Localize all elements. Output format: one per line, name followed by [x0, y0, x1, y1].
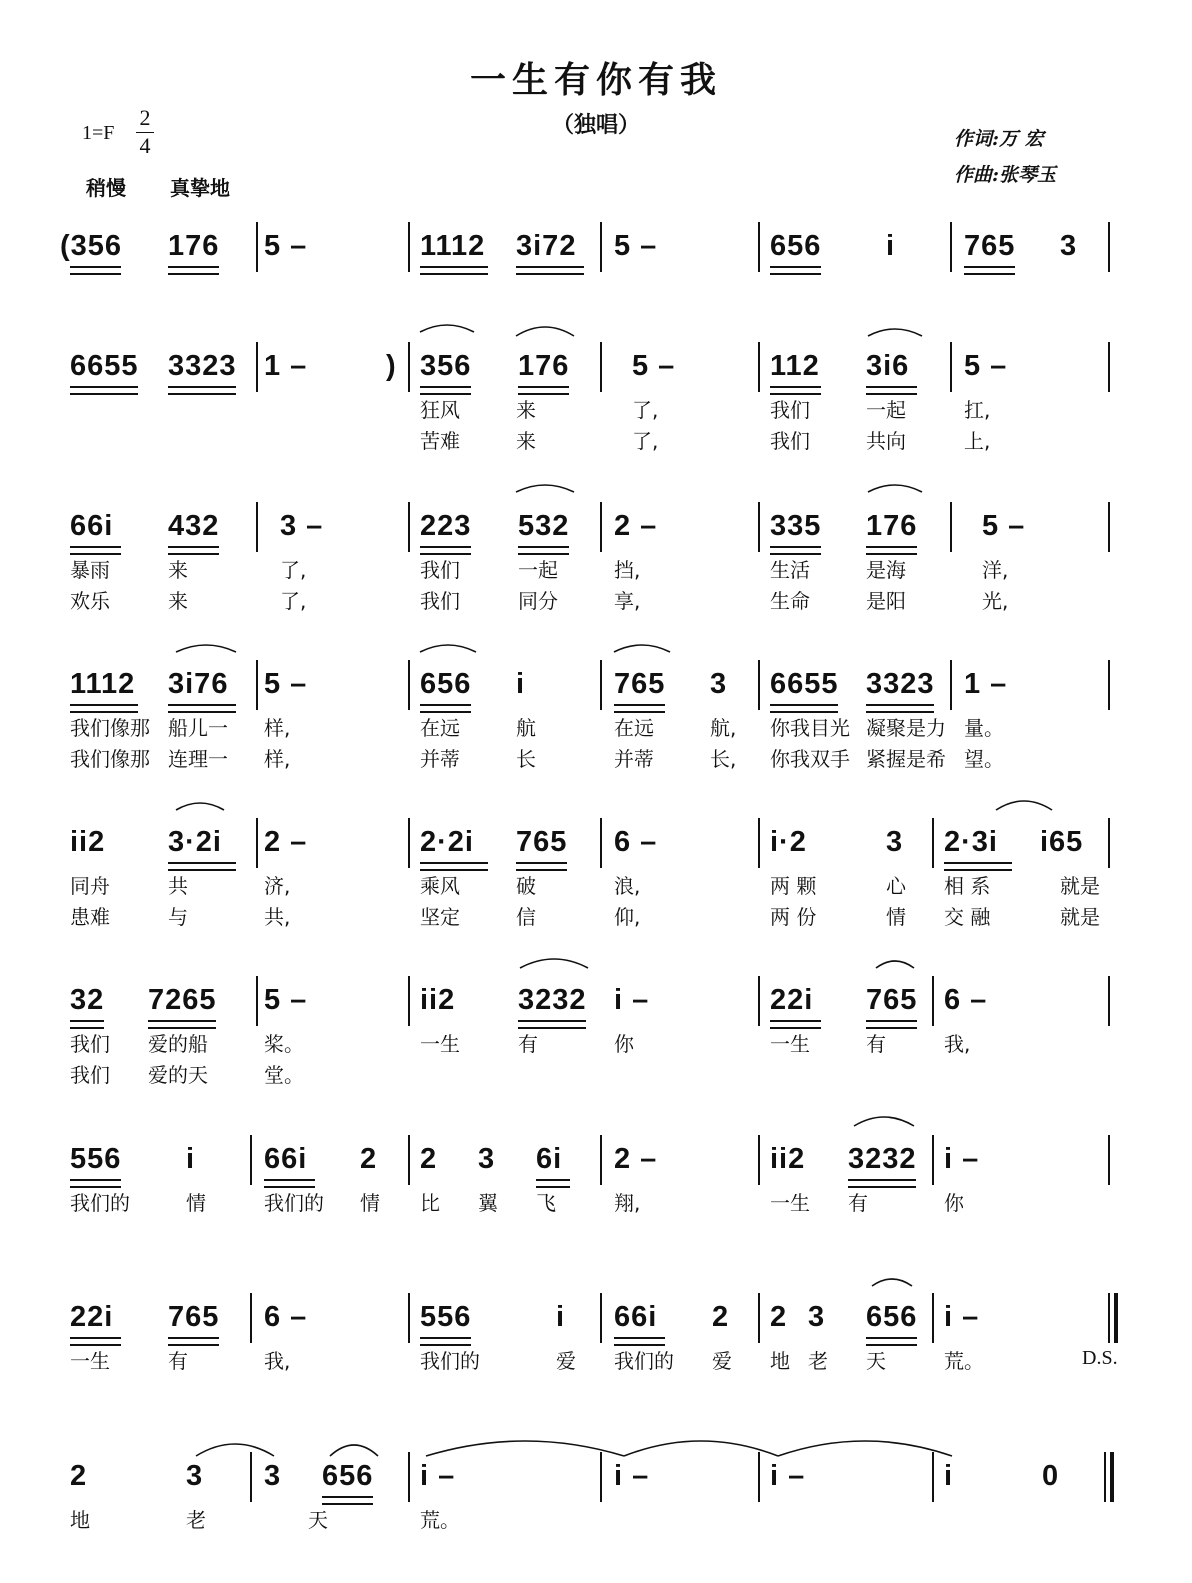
- lyric-syllable: 一起: [866, 398, 906, 422]
- note-group: 2: [70, 1460, 88, 1492]
- song-subtitle: （独唱）: [551, 113, 640, 138]
- note-group: 66i: [614, 1301, 658, 1333]
- lyric-syllable: 船儿一: [168, 716, 228, 740]
- lyric-syllable: 浪,: [614, 874, 641, 898]
- tempo-marking: 稍慢: [86, 176, 126, 200]
- lyric-syllable: 飞: [536, 1191, 556, 1215]
- slur-arc: [778, 1441, 952, 1456]
- note-group: 0: [1042, 1460, 1060, 1492]
- composer-credit: 作曲:张琴玉: [954, 164, 1057, 186]
- lyric-syllable: 来: [516, 429, 536, 453]
- note-group: 66i: [70, 510, 114, 542]
- note-group: 656: [866, 1301, 918, 1333]
- lyric-syllable: 航,: [710, 716, 737, 740]
- lyric-syllable: 我们的: [70, 1191, 130, 1215]
- note-group: 2: [770, 1301, 788, 1333]
- note-group: 3323: [866, 668, 935, 700]
- lyric-syllable: 样,: [264, 716, 291, 740]
- lyric-syllable: 济,: [264, 874, 291, 898]
- lyric-syllable: 暴雨: [70, 558, 110, 582]
- lyric-syllable: 共,: [264, 905, 291, 929]
- note-group: 3: [264, 1460, 282, 1492]
- lyric-syllable: 我们的: [264, 1191, 324, 1215]
- lyric-syllable: 你: [944, 1191, 964, 1215]
- lyric-syllable: 有: [848, 1191, 868, 1215]
- note-group: 223: [420, 510, 472, 542]
- lyric-syllable: 我们的: [614, 1349, 674, 1373]
- lyric-syllable: 相 系: [944, 874, 991, 898]
- slur-arc: [624, 1441, 778, 1456]
- slur-arc: [854, 1117, 914, 1126]
- lyric-syllable: 你我目光: [770, 716, 850, 740]
- note-group: 3: [808, 1301, 826, 1333]
- note-group: 2·3i: [944, 826, 998, 858]
- note-group: 356: [420, 350, 472, 382]
- note-group: 2 –: [614, 510, 658, 542]
- note-group: 7265: [148, 984, 217, 1016]
- lyric-syllable: 同分: [518, 589, 558, 613]
- lyric-syllable: 生命: [770, 589, 810, 613]
- lyric-syllable: 了,: [280, 558, 307, 582]
- note-group: 765: [964, 230, 1016, 262]
- lyric-syllable: 享,: [614, 589, 641, 613]
- note-group: i –: [944, 1301, 980, 1333]
- note-group: 2 –: [614, 1143, 658, 1175]
- note-group: ii2: [770, 1143, 806, 1175]
- note-group: i·2: [770, 826, 807, 858]
- note-group: 22i: [770, 984, 814, 1016]
- note-group: 2: [420, 1143, 438, 1175]
- note-group: 1112: [70, 668, 136, 700]
- note-group: 656: [420, 668, 472, 700]
- lyric-syllable: 信: [516, 905, 536, 929]
- lyric-syllable: 与: [168, 905, 188, 929]
- note-group: 6655: [770, 668, 839, 700]
- slur-arc: [614, 645, 670, 652]
- lyric-syllable: 同舟: [70, 874, 110, 898]
- lyric-syllable: 你: [614, 1032, 634, 1056]
- slur-arc: [868, 329, 922, 336]
- note-group: 6 –: [264, 1301, 308, 1333]
- lyric-syllable: 有: [518, 1032, 538, 1056]
- note-group: i: [516, 668, 526, 700]
- lyric-syllable: 一生: [770, 1032, 810, 1056]
- time-top: 2: [139, 105, 151, 130]
- lyric-syllable: 坚定: [420, 905, 460, 929]
- slur-arc: [516, 485, 574, 492]
- note-group: i –: [420, 1460, 456, 1492]
- note-group: 5 –: [264, 668, 308, 700]
- lyric-syllable: 一生: [770, 1191, 810, 1215]
- lyric-syllable: 一生: [420, 1032, 460, 1056]
- note-group: 5 –: [264, 984, 308, 1016]
- lyric-syllable: 桨。: [264, 1032, 304, 1056]
- lyric-syllable: 仰,: [614, 905, 641, 929]
- note-group: 3i76: [168, 668, 229, 700]
- lyric-syllable: 情: [360, 1191, 380, 1215]
- lyric-syllable: 并蒂: [420, 747, 460, 771]
- note-group: 3: [478, 1143, 496, 1175]
- lyric-syllable: 爱: [712, 1349, 732, 1373]
- note-group: 22i: [70, 1301, 114, 1333]
- note-group: 66i: [264, 1143, 308, 1175]
- lyric-syllable: 长: [516, 747, 536, 771]
- key-signature: 1=F: [82, 122, 115, 144]
- lyric-syllable: 我们像那: [70, 747, 150, 771]
- note-group: 335: [770, 510, 822, 542]
- lyricist-credit: 作词:万 宏: [954, 128, 1044, 150]
- slur-arc: [420, 645, 476, 652]
- note-group: 3: [710, 668, 728, 700]
- note-group: ii2: [70, 826, 106, 858]
- lyric-syllable: 来: [168, 558, 188, 582]
- note-group: 2 –: [264, 826, 308, 858]
- lyric-syllable: 两 颗: [770, 874, 817, 898]
- lyric-syllable: 老: [186, 1508, 206, 1532]
- note-group: i –: [614, 984, 650, 1016]
- lyric-syllable: 爱的天: [148, 1063, 208, 1087]
- lyric-syllable: 了,: [632, 398, 659, 422]
- slur-arc: [176, 803, 224, 810]
- note-group: 765: [168, 1301, 220, 1333]
- lyric-syllable: 地: [770, 1349, 790, 1373]
- note-group: i: [886, 230, 896, 262]
- lyric-syllable: 来: [516, 398, 536, 422]
- lyric-syllable: 交 融: [944, 905, 991, 929]
- note-group: i: [944, 1460, 954, 1492]
- lyric-syllable: 爱的船: [148, 1032, 208, 1056]
- note-group: 532: [518, 510, 570, 542]
- lyric-syllable: 共: [168, 874, 188, 898]
- note-group: i –: [770, 1460, 806, 1492]
- lyric-syllable: 连理一: [168, 747, 228, 771]
- note-group: 5 –: [614, 230, 658, 262]
- lyric-syllable: 航: [516, 716, 536, 740]
- note-group: 3232: [518, 984, 587, 1016]
- lyric-syllable: 天: [308, 1508, 328, 1532]
- slur-arc: [996, 801, 1052, 810]
- lyric-syllable: 我们: [770, 398, 810, 422]
- dal-segno-mark: D.S.: [1082, 1347, 1118, 1369]
- note-group: 176: [168, 230, 220, 262]
- note-group: 2·2i: [420, 826, 474, 858]
- lyric-syllable: 挡,: [614, 558, 641, 582]
- slur-arc: [872, 1279, 912, 1286]
- note-group: 5 –: [264, 230, 308, 262]
- note-group: (356: [60, 230, 123, 262]
- note-group: 3232: [848, 1143, 917, 1175]
- lyric-syllable: 并蒂: [614, 747, 654, 771]
- lyric-syllable: 翔,: [614, 1191, 641, 1215]
- note-group: 2: [360, 1143, 378, 1175]
- lyric-syllable: 光,: [982, 589, 1009, 613]
- note-group: 5 –: [982, 510, 1026, 542]
- lyric-syllable: 堂。: [264, 1063, 304, 1087]
- lyric-syllable: 心: [886, 874, 906, 898]
- lyric-syllable: 有: [168, 1349, 188, 1373]
- lyric-syllable: 荒。: [944, 1349, 984, 1373]
- lyric-syllable: 有: [866, 1032, 886, 1056]
- lyric-syllable: 在远: [614, 716, 654, 740]
- lyric-syllable: 凝聚是力: [866, 716, 946, 740]
- note-group: 2: [712, 1301, 730, 1333]
- note-group: 3i72: [516, 230, 577, 262]
- lyric-syllable: 破: [516, 874, 536, 898]
- lyric-syllable: 苦难: [420, 429, 460, 453]
- song-title: 一生有你有我: [469, 60, 722, 101]
- lyric-syllable: 扛,: [964, 398, 991, 422]
- note-group: 32: [70, 984, 105, 1016]
- note-group: 176: [518, 350, 570, 382]
- slur-arc: [426, 1441, 624, 1456]
- lyric-syllable: 望。: [964, 747, 1004, 771]
- lyric-syllable: 了,: [280, 589, 307, 613]
- lyric-syllable: 欢乐: [70, 589, 110, 613]
- note-group: 5 –: [964, 350, 1008, 382]
- note-group: 656: [322, 1460, 374, 1492]
- note-group: i65: [1040, 826, 1084, 858]
- slur-arc: [196, 1444, 274, 1456]
- note-group: i: [186, 1143, 196, 1175]
- lyric-syllable: 我们: [420, 558, 460, 582]
- note-group: 765: [866, 984, 918, 1016]
- lyric-syllable: 是海: [866, 558, 906, 582]
- lyric-syllable: 你我双手: [770, 747, 850, 771]
- lyric-syllable: 在远: [420, 716, 460, 740]
- note-group: 3: [1060, 230, 1078, 262]
- lyric-syllable: 荒。: [420, 1508, 460, 1532]
- lyric-syllable: 共向: [866, 429, 906, 453]
- lyric-syllable: 我,: [944, 1032, 971, 1056]
- lyric-syllable: 生活: [770, 558, 810, 582]
- slur-arc: [330, 1445, 378, 1456]
- lyric-syllable: 两 份: [770, 905, 817, 929]
- note-group: 5 –: [632, 350, 676, 382]
- expression-marking: 真挚地: [170, 176, 230, 200]
- note-group: 1 –: [264, 350, 308, 382]
- note-group: i –: [614, 1460, 650, 1492]
- lyric-syllable: 比: [420, 1191, 440, 1215]
- note-group: 3 –: [280, 510, 324, 542]
- lyric-syllable: 爱: [556, 1349, 576, 1373]
- time-bottom: 4: [139, 133, 151, 158]
- note-group: 1112: [420, 230, 486, 262]
- slur-arc: [176, 645, 236, 652]
- note-group: 432: [168, 510, 220, 542]
- lyric-syllable: 乘风: [420, 874, 460, 898]
- note-group: 656: [770, 230, 822, 262]
- lyric-syllable: 了,: [632, 429, 659, 453]
- lyric-syllable: 来: [168, 589, 188, 613]
- lyric-syllable: 一生: [70, 1349, 110, 1373]
- note-group: i: [556, 1301, 566, 1333]
- slur-arc: [876, 961, 914, 968]
- lyric-syllable: 我们: [420, 589, 460, 613]
- lyric-syllable: 情: [886, 905, 906, 929]
- lyric-syllable: 天: [866, 1349, 886, 1373]
- lyric-syllable: 我们: [770, 429, 810, 453]
- note-group: 3323: [168, 350, 237, 382]
- note-group: 6655: [70, 350, 139, 382]
- lyric-syllable: 狂风: [420, 398, 460, 422]
- note-group: 6i: [536, 1143, 563, 1175]
- note-group: 112: [770, 350, 820, 382]
- note-group: 3: [186, 1460, 204, 1492]
- note-group: 1 –: [964, 668, 1008, 700]
- note-group: 176: [866, 510, 918, 542]
- lyric-syllable: 洋,: [982, 558, 1009, 582]
- note-group: 765: [516, 826, 568, 858]
- slur-arc: [516, 327, 574, 336]
- note-group: ii2: [420, 984, 456, 1016]
- lyric-syllable: 一起: [518, 558, 558, 582]
- lyric-syllable: 我们的: [420, 1349, 480, 1373]
- note-group: ): [386, 350, 397, 382]
- lyric-syllable: 我们像那: [70, 716, 150, 740]
- lyric-syllable: 老: [808, 1349, 828, 1373]
- lyric-syllable: 情: [186, 1191, 206, 1215]
- note-group: 3·2i: [168, 826, 222, 858]
- note-group: 3: [886, 826, 904, 858]
- lyric-syllable: 量。: [964, 716, 1004, 740]
- lyric-syllable: 翼: [478, 1191, 498, 1215]
- lyric-syllable: 上,: [964, 429, 991, 453]
- lyric-syllable: 是阳: [866, 589, 906, 613]
- lyric-syllable: 我,: [264, 1349, 291, 1373]
- lyric-syllable: 紧握是希: [866, 747, 946, 771]
- lyric-syllable: 样,: [264, 747, 291, 771]
- lyric-syllable: 我们: [70, 1032, 110, 1056]
- note-group: 556: [70, 1143, 122, 1175]
- slur-arc: [420, 325, 474, 332]
- lyric-syllable: 我们: [70, 1063, 110, 1087]
- lyric-syllable: 地: [70, 1508, 90, 1532]
- lyric-syllable: 长,: [710, 747, 737, 771]
- note-group: 3i6: [866, 350, 910, 382]
- lyric-syllable: 患难: [70, 905, 110, 929]
- note-group: 6 –: [614, 826, 658, 858]
- slur-arc: [520, 959, 588, 968]
- note-group: 6 –: [944, 984, 988, 1016]
- lyric-syllable: 就是: [1060, 905, 1100, 929]
- slur-arc: [868, 485, 922, 492]
- note-group: 765: [614, 668, 666, 700]
- note-group: i –: [944, 1143, 980, 1175]
- note-group: 556: [420, 1301, 472, 1333]
- lyric-syllable: 就是: [1060, 874, 1100, 898]
